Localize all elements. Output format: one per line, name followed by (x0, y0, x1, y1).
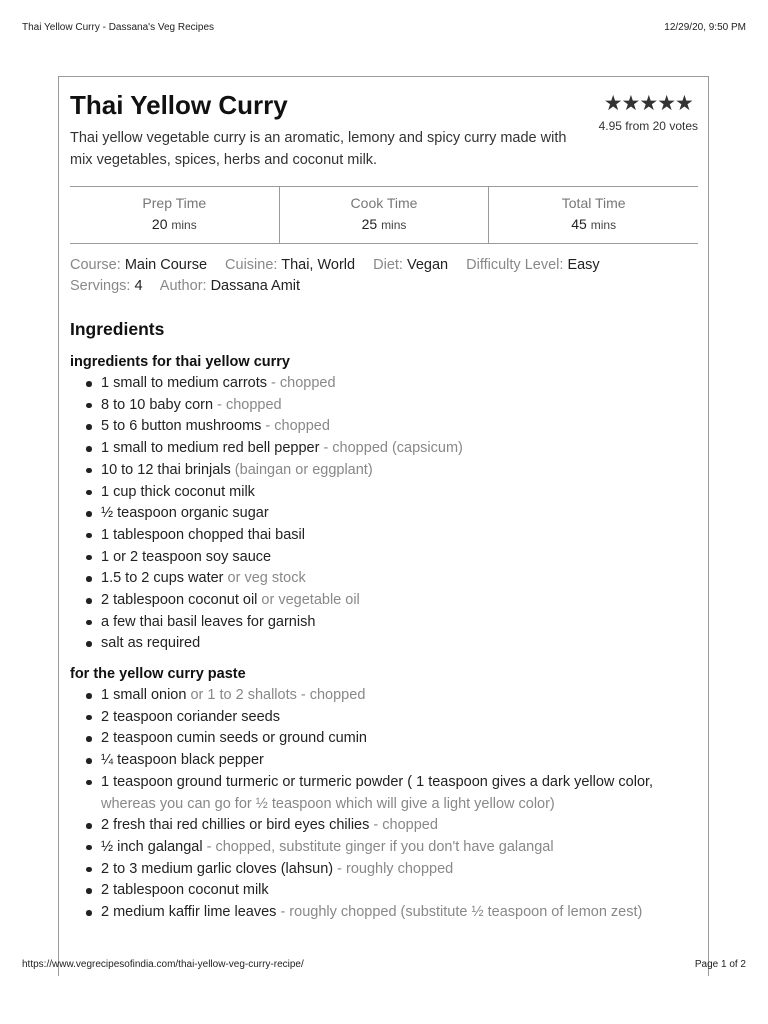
ingredient-note: - chopped (capsicum) (319, 440, 463, 457)
cuisine-label: Cuisine: (225, 257, 278, 273)
ingredient-item (101, 590, 700, 612)
print-page-number: Page 1 of 2 (694, 959, 746, 970)
ingredient-item (101, 525, 700, 547)
diet-label: Diet: (373, 257, 403, 273)
ingredient-item (101, 750, 700, 772)
ingredient-name: 2 teaspoon coriander seeds (101, 708, 280, 725)
recipe-summary: Thai yellow vegetable curry is an aromatic, lemony and spicy curry made with mix vegetables, spices, herbs and coconut milk. (70, 130, 567, 168)
ingredient-name: 1 or 2 teaspoon soy sauce (101, 548, 272, 565)
servings-value[interactable]: 4 (134, 278, 143, 294)
servings-label: Servings: (70, 278, 131, 294)
ingredient-item (101, 503, 700, 525)
difficulty-value: Easy (567, 257, 600, 273)
ingredient-name: 1 small to medium red bell pepper (101, 440, 320, 457)
ingredient-item (101, 568, 700, 590)
ingredient-name: 2 medium kaffir lime leaves (101, 904, 277, 921)
ingredient-note: - chopped (261, 418, 330, 435)
total-time-value: 45 (571, 216, 587, 232)
course-value[interactable]: Main Course (124, 257, 208, 273)
ingredient-name: 10 to 12 thai brinjals (101, 461, 231, 478)
ingredient-note: - chopped (267, 375, 336, 391)
ingredient-item (101, 707, 700, 729)
ingredient-name: 2 fresh thai red chillies or bird eyes chilies (101, 817, 370, 834)
ingredient-item (101, 815, 700, 837)
ingredient-note: - chopped, substitute ginger if you don't have galangal (202, 838, 554, 855)
diet-value: Vegan (406, 257, 449, 273)
recipe-title: Thai Yellow Curry (70, 90, 288, 120)
prep-time-unit: mins (171, 218, 197, 232)
ingredient-name: 1 cup thick coconut milk (101, 483, 255, 500)
prep-time (70, 187, 280, 243)
ingredient-name: 1 small to medium carrots (101, 375, 267, 391)
recipe-rating (599, 94, 698, 133)
ingredient-note: - chopped (213, 396, 282, 413)
ingredient-item (101, 772, 700, 815)
print-page-title: Thai Yellow Curry - Dassana's Veg Recipes (22, 22, 215, 33)
total-time-label: Total Time (561, 195, 626, 211)
ingredients-heading: Ingredients (70, 319, 165, 339)
star-rating-icon[interactable]: ★★★★★ (603, 92, 693, 115)
ingredient-item (101, 837, 700, 859)
ingredient-name: ¼ teaspoon black pepper (101, 752, 264, 769)
ingredient-list (70, 373, 700, 655)
ingredient-name: 1.5 to 2 cups water (101, 570, 224, 587)
cook-time-value: 25 (361, 216, 378, 232)
ingredient-name: 8 to 10 baby corn (101, 396, 214, 413)
ingredient-note: whereas you can go for ½ teaspoon which will give a light yellow color) (101, 795, 555, 812)
prep-time-value: 20 (151, 216, 168, 232)
ingredient-name: 2 to 3 medium garlic cloves (lahsun) (101, 860, 334, 877)
ingredient-list (70, 685, 700, 924)
ingredient-item (101, 460, 700, 482)
ingredient-item (101, 547, 700, 569)
ingredient-group-title: for the yellow curry paste (70, 666, 246, 682)
recipe-meta (70, 255, 690, 297)
ingredient-note: - roughly chopped (333, 860, 454, 877)
print-datetime: 12/29/20, 9:50 PM (664, 22, 746, 33)
ingredient-name: ½ inch galangal (101, 838, 203, 855)
ingredient-item (101, 633, 700, 655)
ingredient-note: or 1 to 2 shallots - chopped (186, 687, 366, 703)
ingredient-name: 1 teaspoon ground turmeric or turmeric powder ( 1 teaspoon gives a dark yellow color, (101, 773, 654, 790)
ingredient-name: 2 teaspoon cumin seeds or ground cumin (101, 730, 367, 747)
ingredient-name: a few thai basil leaves for garnish (101, 613, 316, 630)
recipe-times (70, 186, 698, 244)
ingredient-item (101, 859, 700, 881)
course-label: Course: (70, 257, 121, 273)
ingredient-name: 1 tablespoon chopped thai basil (101, 526, 305, 543)
ingredient-note: (baingan or eggplant) (230, 461, 373, 478)
ingredient-name: 5 to 6 button mushrooms (101, 418, 262, 435)
ingredient-item (101, 685, 700, 707)
ingredient-item (101, 728, 700, 750)
votes-text: 4.95 from 20 votes (598, 119, 698, 133)
ingredient-note: - chopped (369, 817, 438, 834)
total-time-unit: mins (590, 218, 617, 232)
ingredient-group-curry (70, 351, 700, 655)
ingredient-note: or veg stock (223, 570, 306, 587)
print-footer (22, 959, 746, 970)
total-time (489, 187, 698, 243)
ingredient-group-title: ingredients for thai yellow curry (70, 354, 290, 370)
ingredient-name: salt as required (101, 635, 201, 652)
ingredient-name: 2 tablespoon coconut oil (101, 592, 258, 609)
ingredient-item (101, 416, 700, 438)
ingredient-group-paste (70, 663, 700, 924)
ingredient-note: - roughly chopped (substitute ½ teaspoon of lemon zest) (276, 904, 643, 921)
author-value: Dassana Amit (210, 278, 301, 294)
ingredient-item (101, 373, 700, 395)
ingredient-name: 2 tablespoon coconut milk (101, 882, 269, 899)
ingredient-item (101, 482, 700, 504)
ingredient-item (101, 612, 700, 634)
ingredient-item (101, 438, 700, 460)
ingredient-item (101, 902, 700, 924)
cook-time-label: Cook Time (350, 195, 418, 211)
ingredient-item (101, 880, 700, 902)
ingredient-name: ½ teaspoon organic sugar (101, 505, 269, 522)
print-url[interactable]: https://www.vegrecipesofindia.com/thai-yellow-veg-curry-recipe/ (22, 959, 304, 970)
recipe-card (58, 76, 709, 976)
ingredient-item (101, 395, 700, 417)
difficulty-label: Difficulty Level: (466, 257, 564, 273)
cook-time (280, 187, 490, 243)
prep-time-label: Prep Time (142, 195, 207, 211)
author-label: Author: (159, 278, 207, 294)
cuisine-value[interactable]: Thai, World (281, 257, 356, 273)
print-header (22, 22, 746, 33)
cook-time-unit: mins (381, 218, 407, 232)
ingredient-name: 1 small onion (101, 687, 187, 703)
ingredient-note: or vegetable oil (257, 592, 360, 609)
